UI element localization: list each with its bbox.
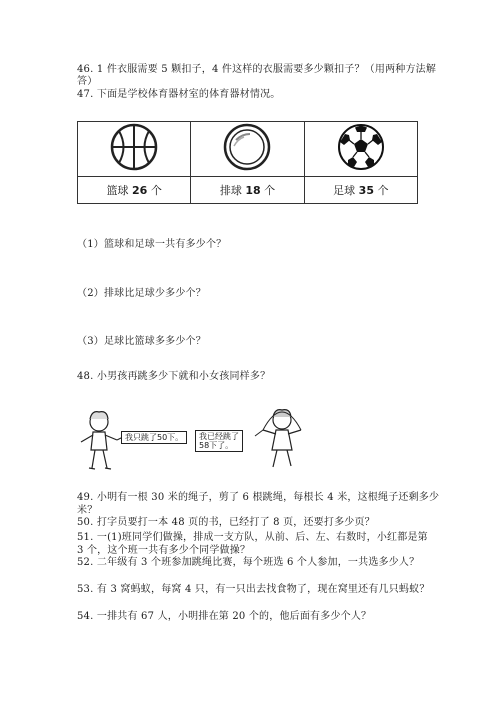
- q48-text: 48. 小男孩再跳多少下就和小女孩同样多？: [77, 371, 271, 382]
- q47-sub3: （3）足球比篮球多多少个？: [77, 336, 206, 347]
- boy-speech-bubble: 我只跳了50下。: [121, 431, 187, 444]
- q52-text: 52. 二年级有 3 个班参加跳绳比赛，每个班选 6 个人参加，一共选多少人？: [77, 557, 420, 568]
- basketball-cell: [78, 122, 191, 177]
- q47-sub2: （2）排球比足球少多少个？: [77, 288, 206, 299]
- soccer-ball-label: 足球 35 个: [304, 177, 417, 204]
- q49-line1: 49. 小明有一根 30 米的绳子，剪了 6 根跳绳，每根长 4 米，这根绳子还剩多少: [77, 492, 440, 503]
- q54-text: 54. 一排共有 67 人，小明排在第 20 个的，他后面有多少个人？: [77, 611, 372, 622]
- volleyball-cell: [191, 122, 304, 177]
- soccer-ball-cell: [304, 122, 417, 177]
- girl-bubble-line1: 我已经跳了: [199, 432, 239, 441]
- q53-text: 53. 有 3 窝蚂蚁，每窝 4 只，有一只出去找食物了，现在窝里还有几只蚂蚁？: [77, 584, 430, 595]
- q47-intro: 47. 下面是学校体育器材室的体育器材情况。: [77, 89, 281, 100]
- q46-line1: 46. 1 件衣服需要 5 颗扣子，4 件这样的衣服需要多少颗扣子？（用两种方法解: [77, 64, 437, 75]
- q51-line1: 51. 一(1)班同学们做操，排成一支方队，从前、后、左、右数时，小红都是第: [77, 532, 428, 543]
- q49-line2: 米？: [77, 505, 98, 516]
- jump-rope-illustration: [77, 400, 317, 480]
- basketball-label: 篮球 26 个: [78, 177, 191, 204]
- q50-text: 50. 打字员要打一本 48 页的书，已经打了 8 页，还要打多少页？: [77, 517, 375, 528]
- basketball-icon: [109, 122, 159, 172]
- soccer-ball-icon: [336, 122, 386, 172]
- volleyball-icon: [222, 122, 272, 172]
- q51-line2: 3 个，这个班一共有多少个同学做操？: [77, 545, 251, 556]
- equipment-table: [77, 121, 418, 204]
- volleyball-label: 排球 18 个: [191, 177, 304, 204]
- girl-bubble-line2: 58下了。: [199, 441, 234, 450]
- girl-speech-bubble: [195, 430, 243, 452]
- q47-sub1: （1）篮球和足球一共有多少个？: [77, 239, 227, 250]
- q46-line2: 答）: [77, 76, 98, 87]
